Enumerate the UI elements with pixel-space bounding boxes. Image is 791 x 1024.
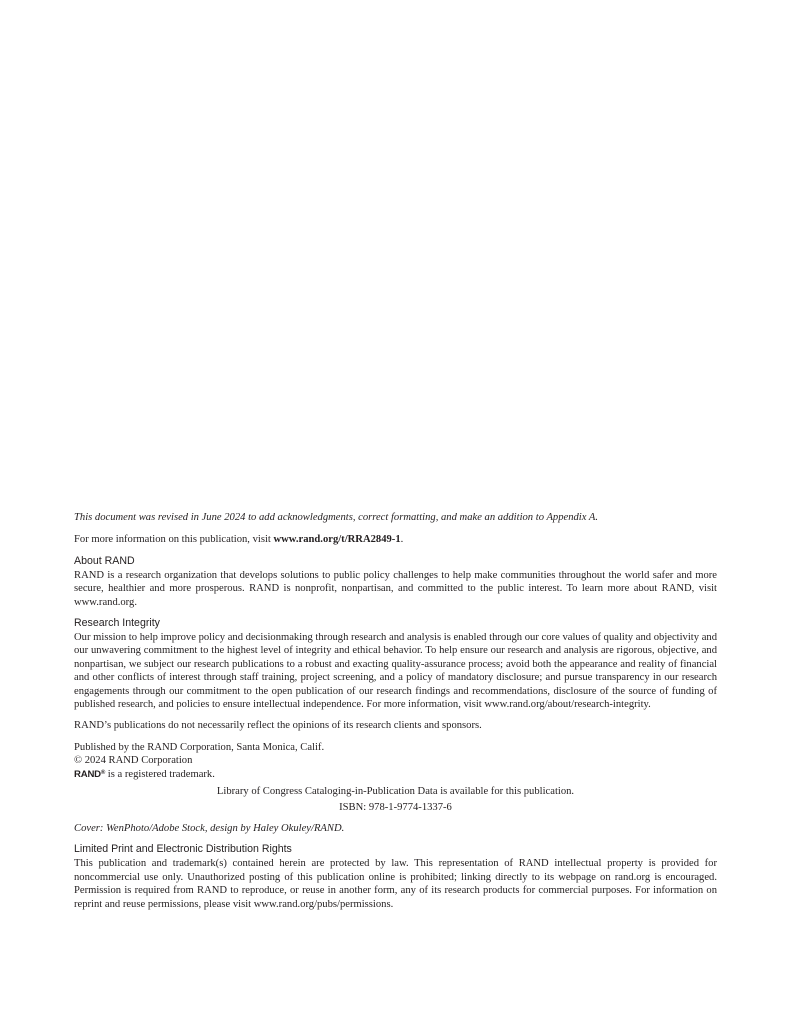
more-info-suffix: . — [400, 534, 404, 546]
rand-wordmark-text: RAND — [74, 768, 101, 780]
disclaimer: RAND’s publications do not necessarily reflect the opinions of its research clients and sponsors. — [74, 720, 482, 732]
more-info-prefix: For more information on this publication, visit — [74, 534, 274, 546]
publication-link[interactable]: www.rand.org/t/RRA2849-1 — [273, 534, 401, 546]
cover-credit: Cover: WenPhoto/Adobe Stock, design by Haley Okuley/RAND. — [74, 822, 345, 834]
research-integrity-heading: Research Integrity — [74, 617, 160, 630]
trademark-line — [74, 768, 717, 781]
registered-symbol: ® — [100, 769, 106, 776]
distribution-rights-heading: Limited Print and Electronic Distribution Rights — [74, 843, 292, 856]
about-rand-heading: About RAND — [74, 554, 135, 567]
distribution-rights-body: This publication and trademark(s) contained herein are protected by law. This representation of RAND intellectual property is provided for noncommercial use only. Unauthorized posting of this publication online is prohibited; linking directly to its webpage on rand.org is encouraged. Permission is required from RAND to reproduce, or reuse in another form, any of its research products for commercial purposes. For information on reprint and reuse permissions, please visit www.rand.org/pubs/permissions. — [74, 858, 717, 910]
copyright-line: © 2024 RAND Corporation — [74, 755, 193, 767]
rand-wordmark — [74, 769, 105, 780]
published-by: Published by the RAND Corporation, Santa Monica, Calif. — [74, 741, 325, 753]
isbn: ISBN: 978-1-9774-1337-6 — [339, 801, 452, 813]
trademark-text: is a registered trademark. — [105, 768, 215, 780]
cataloging-note: Library of Congress Cataloging-in-Publication Data is available for this publication. — [216, 786, 575, 798]
research-integrity-section — [74, 617, 717, 711]
about-rand-section — [74, 555, 717, 609]
copyright-page-content — [74, 511, 717, 911]
more-info-line — [74, 533, 717, 546]
distribution-rights-section — [74, 843, 717, 911]
revision-note: This document was revised in June 2024 to add acknowledgments, correct formatting, and make an addition to Appendix A. — [74, 512, 599, 523]
about-rand-body: RAND is a research organization that develops solutions to public policy challenges to help make communities throughout the world safer and more secure, healthier and more prosperous. RAND is nonprofit, nonpartisan, and committed to the public interest. To learn more about RAND, visit www.rand.org. — [74, 569, 717, 608]
research-integrity-body: Our mission to help improve policy and decisionmaking through research and analysis is enabled through our core values of quality and objectivity and our unwavering commitment to the highest level of integrity and ethical behavior. To help ensure our research and analysis are rigorous, objective, and nonpartisan, we subject our research publications to a robust and exacting quality-assurance process; avoid both the appearance and reality of financial and other conflicts of interest through staff training, project screening, and a policy of mandatory disclosure; and pursue transparency in our research engagements through our commitment to the open publication of our research findings and recommendations, disclosure of the source of funding of published research, and policies to ensure intellectual independence. For more information, visit www.rand.org/about/research-integrity. — [74, 632, 717, 711]
